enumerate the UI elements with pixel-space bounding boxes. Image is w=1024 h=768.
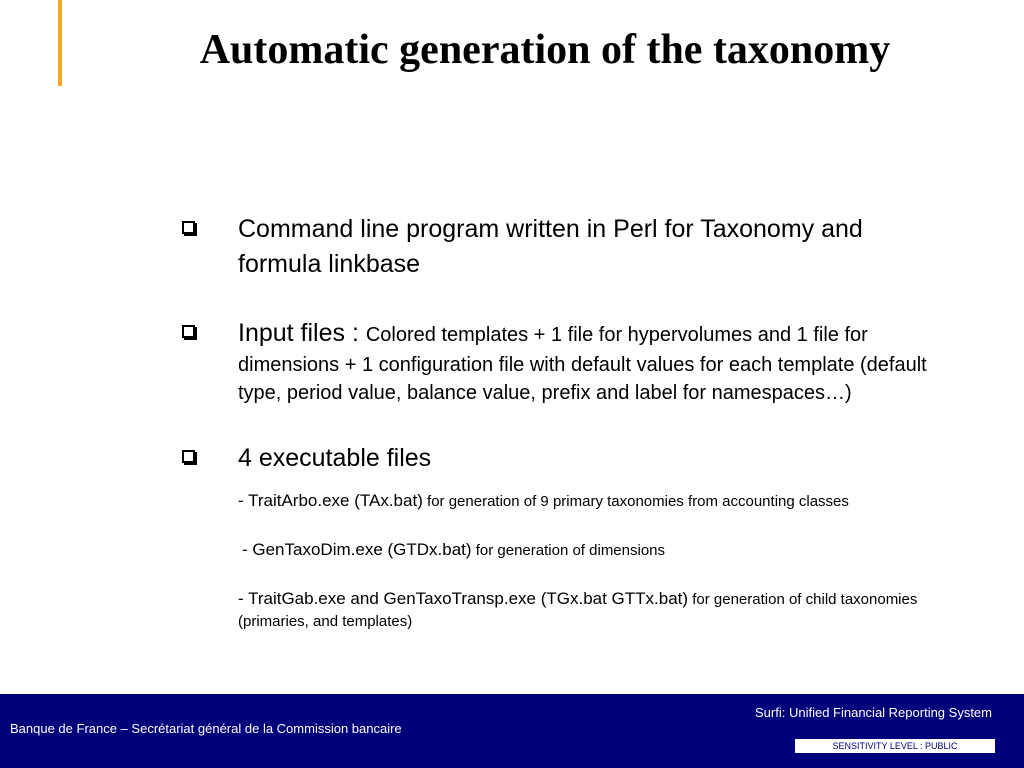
executable-name: - GenTaxoDim.exe (GTDx.bat) <box>242 540 472 559</box>
footer-system: Surfi: Unified Financial Reporting System <box>755 705 992 720</box>
executable-item <box>238 539 938 562</box>
bullet-text <box>238 316 938 407</box>
executable-name: - TraitArbo.exe (TAx.bat) <box>238 491 423 510</box>
bullet-text: 4 executable files <box>238 444 432 472</box>
slide-content <box>178 212 938 659</box>
bullet-item <box>178 212 938 282</box>
checkbox-icon <box>182 450 195 463</box>
executable-list <box>238 490 938 633</box>
executable-description: for generation of dimensions <box>471 542 666 559</box>
bullet-item <box>178 316 938 407</box>
accent-bar <box>58 0 62 86</box>
executable-item <box>238 490 938 513</box>
checkbox-icon <box>182 221 195 234</box>
executable-description: for generation of 9 primary taxonomies from accounting classes <box>422 493 849 510</box>
sensitivity-badge: SENSITIVITY LEVEL : PUBLIC <box>795 739 995 753</box>
bullet-item <box>178 441 938 633</box>
executable-item <box>238 588 938 633</box>
checkbox-icon <box>182 325 195 338</box>
bullet-detail: Colored templates + 1 file for hypervolumes and 1 file for dimensions + 1 configuration file with default values for each template (default type, period value, balance value, prefix and label for namespaces…) <box>238 324 927 404</box>
slide-title: Automatic generation of the taxonomy <box>199 27 891 73</box>
executable-description: for generation of child taxonomies (primaries, and templates) <box>238 591 918 630</box>
executable-name: - TraitGab.exe and GenTaxoTransp.exe (TGx.bat GTTx.bat) <box>238 589 689 608</box>
bullet-lead: Input files : <box>238 319 366 347</box>
footer-organization: Banque de France – Secrétariat général de la Commission bancaire <box>10 721 402 736</box>
bullet-text: Command line program written in Perl for Taxonomy and formula linkbase <box>238 215 863 278</box>
footer <box>0 694 1024 768</box>
